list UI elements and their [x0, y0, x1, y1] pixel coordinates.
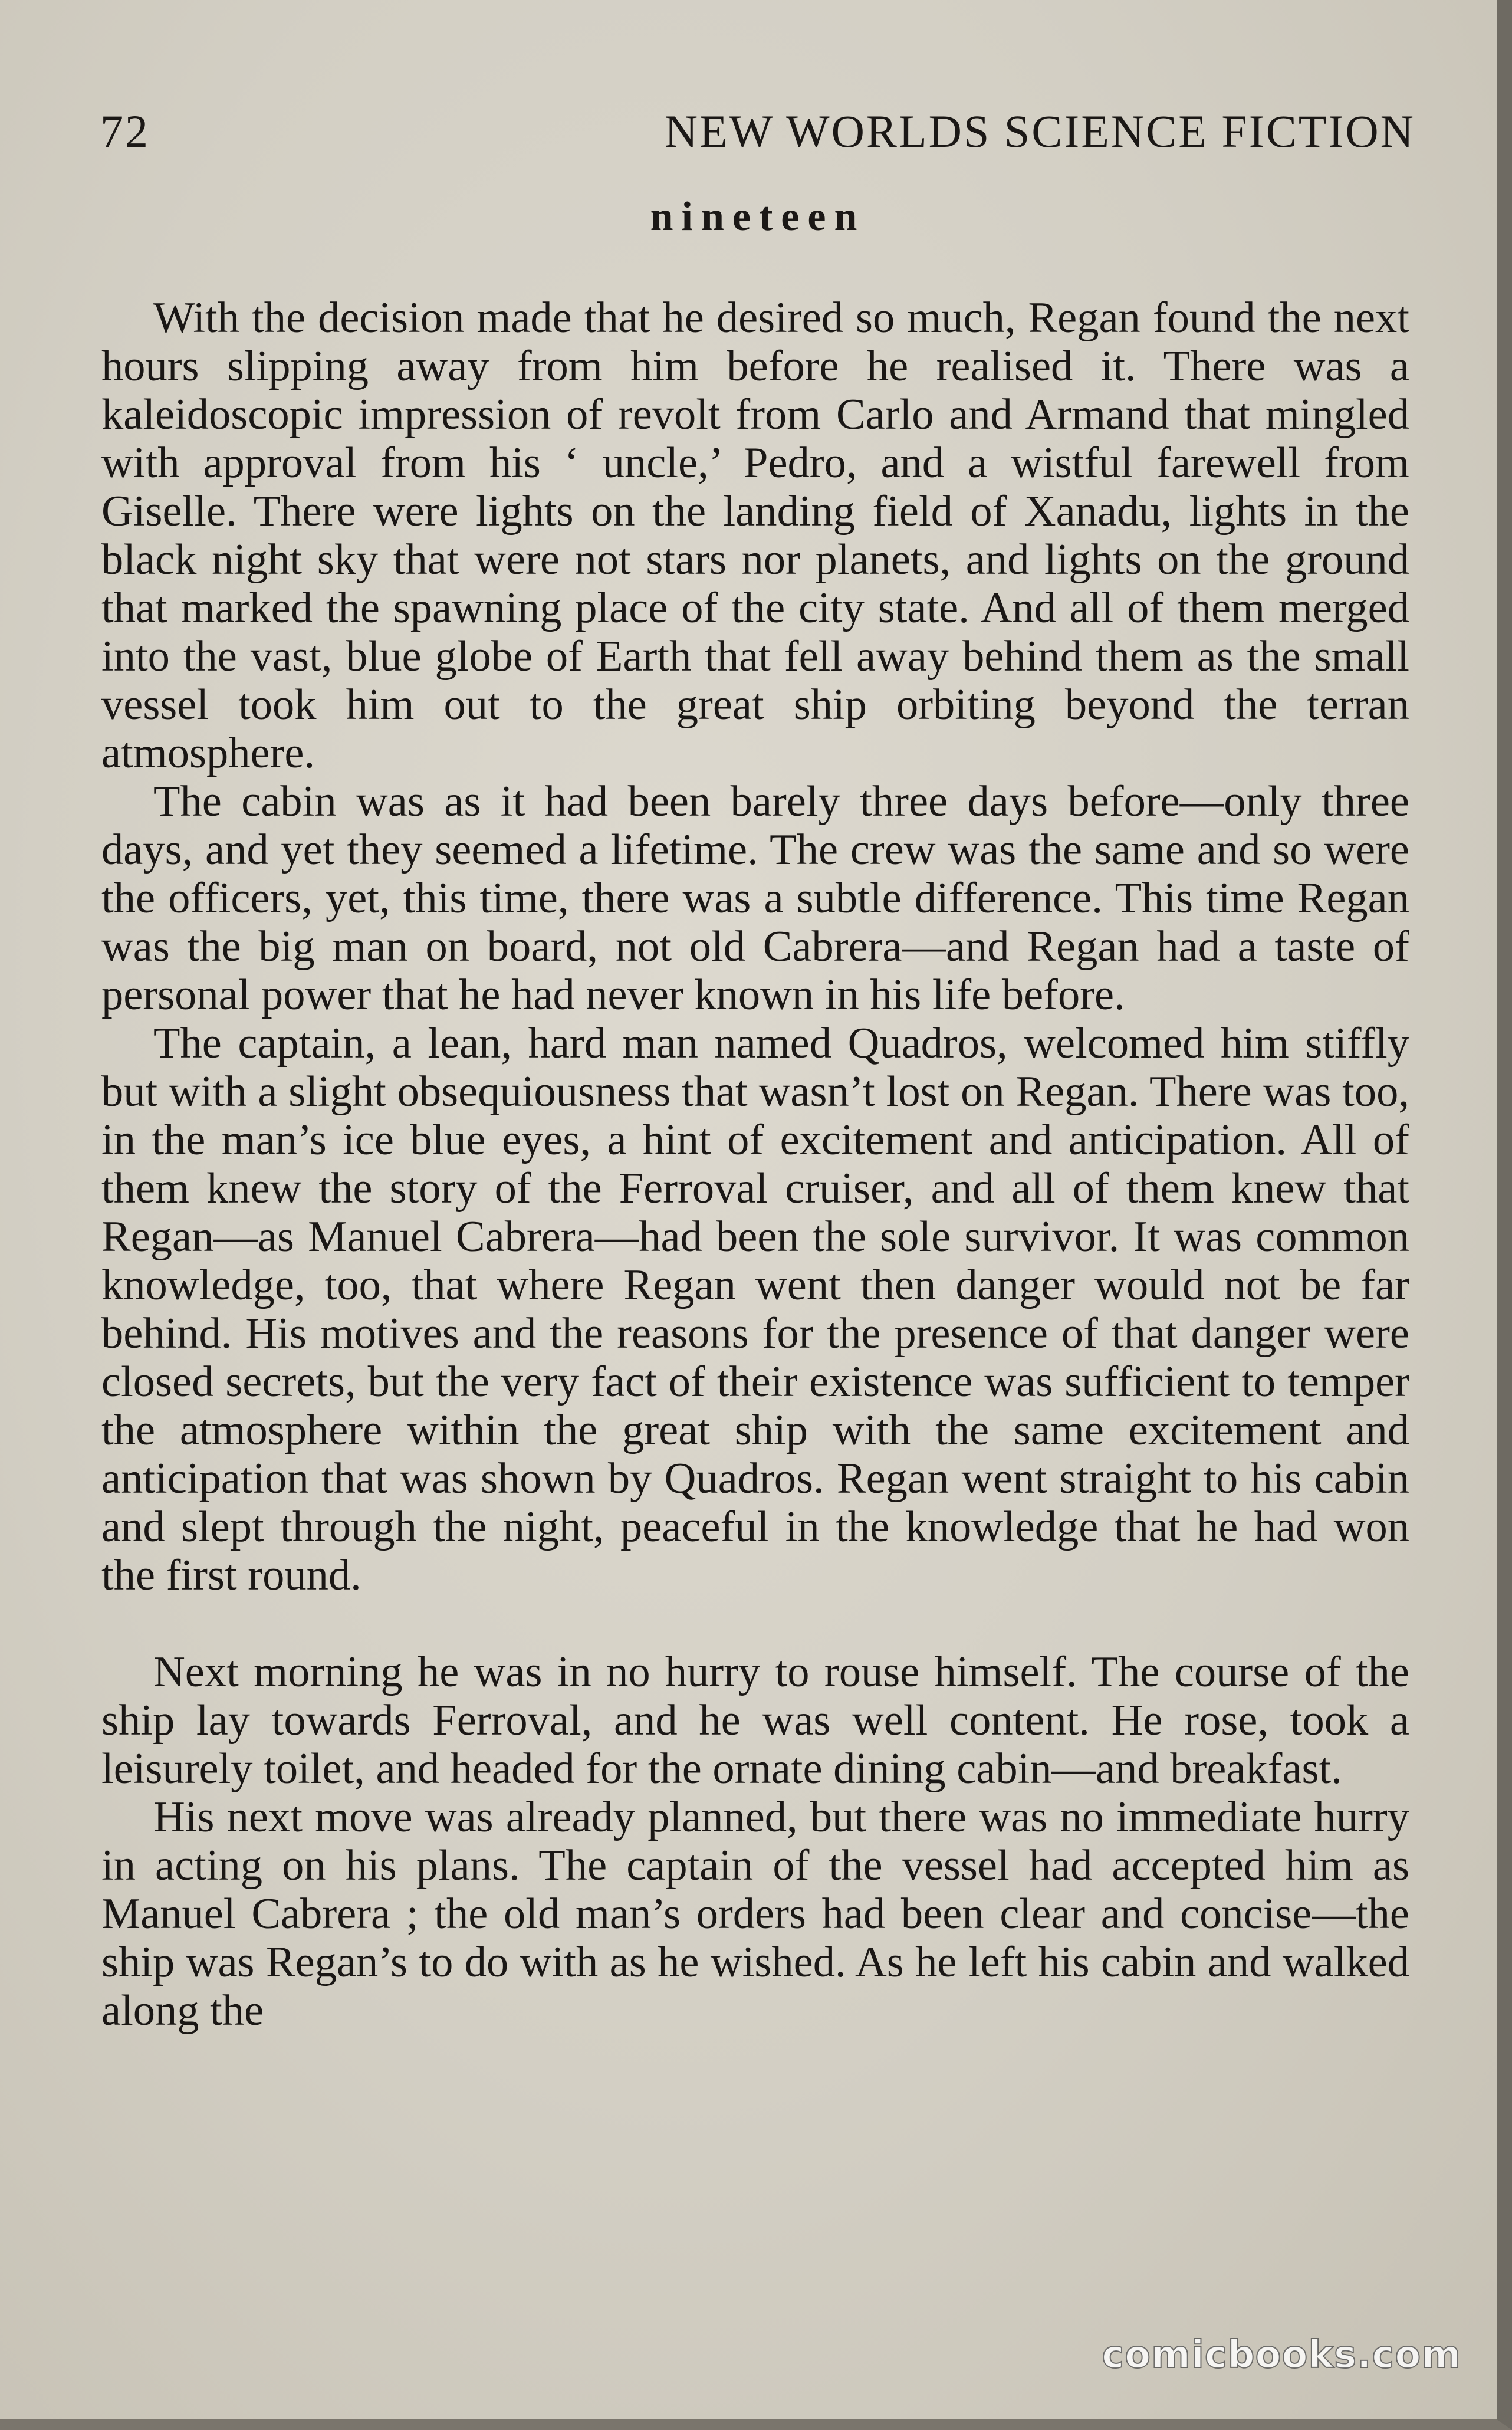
- paragraph: The captain, a lean, hard man named Quadros, welcomed him stiffly but with a slight obsequiousness that wasn’t lost on Regan. There was too, in the man’s ice blue eyes, a hint of excitement and anticipation. All of them knew the story of the Ferroval cruiser, and all of them knew that Regan—as Manuel Cabrera—had been the sole survivor. It was common knowledge, too, that where Regan went then danger would not be far behind. His motives and the reasons for the presence of that danger were closed secrets, but the very fact of their existence was sufficient to temper the atmosphere within the great ship with the same excitement and anticipation that was shown by Quadros. Regan went straight to his cabin and slept through the night, peaceful in the knowledge that he had won the first round.: [101, 1019, 1409, 1600]
- story-text: [101, 294, 1409, 2035]
- running-head: [100, 99, 1415, 164]
- paragraph: Next morning he was in no hurry to rouse himself. The course of the ship lay towards Ferroval, and he was well content. He rose, took a leisurely toilet, and headed for the ornate dining cabin—and breakfast.: [101, 1648, 1409, 1793]
- paragraph: His next move was already planned, but there was no immediate hurry in acting on his plans. The captain of the vessel had accepted him as Manuel Cabrera ; the old man’s orders had been clear and concise—the ship was Regan’s to do with as he wished. As he left his cabin and walked along the: [101, 1793, 1409, 2035]
- page-number: 72: [100, 106, 150, 157]
- paragraph: The cabin was as it had been barely three days before—only three days, and yet they seemed a lifetime. The crew was the same and so were the officers, yet, this time, there was a subtle difference. This time Regan was the big man on board, not old Cabrera—and Regan had a taste of personal power that he had never known in his life before.: [101, 777, 1409, 1019]
- magazine-title: NEW WORLDS SCIENCE FICTION: [664, 106, 1415, 157]
- paragraph: With the decision made that he desired so much, Regan found the next hours slipping away from him before he realised it. There was a kaleidoscopic impression of revolt from Carlo and Armand that mingled with approval from his ‘ uncle,’ Pedro, and a wistful farewell from Giselle. There were lights on the landing field of Xanadu, lights in the black night sky that were not stars nor planets, and lights on the ground that marked the spawning place of the city state. And all of them merged into the vast, blue globe of Earth that fell away behind them as the small vessel took him out to the great ship orbiting beyond the terran atmosphere.: [101, 294, 1409, 777]
- chapter-title: nineteen: [650, 194, 866, 239]
- site-watermark: comicbooks.com: [1102, 2333, 1461, 2377]
